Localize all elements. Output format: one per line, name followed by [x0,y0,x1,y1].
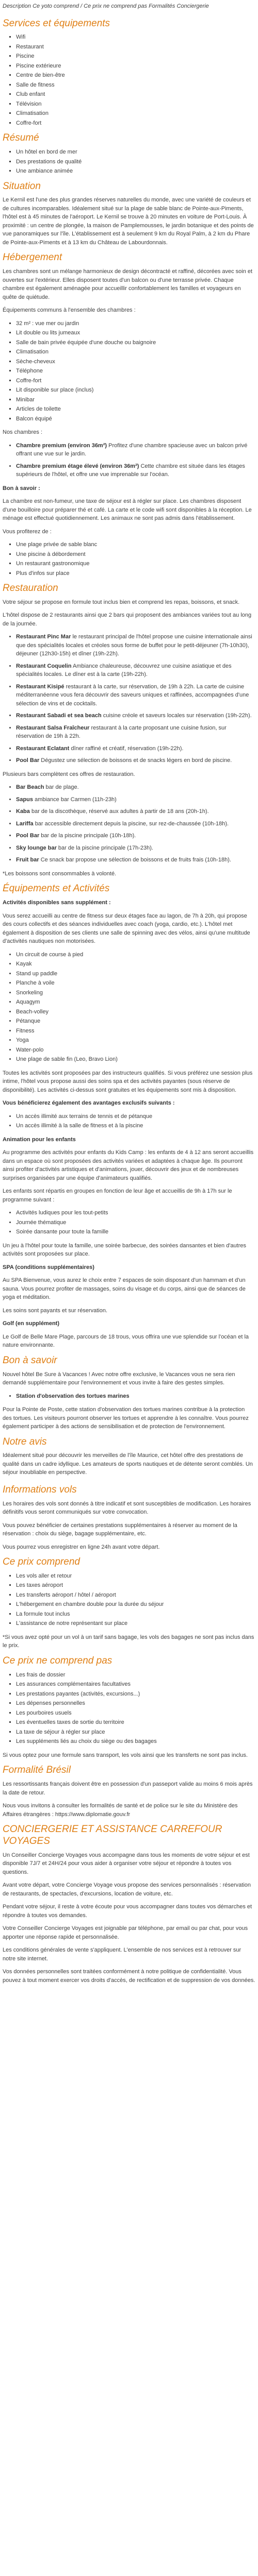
restaurant-item [16,711,255,720]
list-item: • Stand up paddle [16,970,255,978]
bar-name: Kaba [16,808,30,815]
spa-text: Au SPA Bienvenue, vous aurez le choix entre 7 espaces de soin disposant d'un hammam et d'un sauna. Vous pourrez profiter de massages, soins du visage et du corps, ainsi que de séances de yoga et méditation. [3,1277,246,1301]
bon-savoir-intro: Vous profiterez de : [3,528,52,535]
list-item: ▪ Une piscine à débordement [16,550,255,559]
list-item: ▪ Climatisation [16,109,255,118]
list-item: ▪ Club enfant [16,90,255,99]
bon-savoir-2-title: Bon à savoir [3,1354,57,1366]
list-item: • Journée thématique [16,1218,255,1227]
bar-desc: Ce snack bar propose une sélection de boissons et de fruits frais (10h-18h). [40,857,232,863]
conciergerie-text-5: Les conditions générales de vente s'appliquent. L'ensemble de nos services est à retrouver sur notre site internet. [3,1947,241,1962]
restauration-text: Votre séjour se propose en formule tout inclus bien et comprend les repas, boissons, et snack. [3,599,240,605]
bar-item [16,844,255,853]
list-item: ▪ Coffre-fort [16,119,255,128]
services-list [3,33,255,127]
conciergerie-text-3: Pendant votre séjour, il reste à votre écoute pour vous accompagner dans toutes vos démarches et répondre à toutes vos demandes. [3,1904,252,1919]
list-item: ▪ Une plage privée de sable blanc [16,540,255,549]
restaurant-desc: restaurant à la carte proposant une cuisine fusion, sur réservation de 19h à 22h. [16,724,227,740]
bar-name: Sapus [16,796,34,803]
restaurant-desc: dîner raffiné et créatif, réservation (19h-22h). [71,745,184,752]
bon-savoir-list [3,540,255,578]
informations-text-2: Vous pouvez bénéficier de certaines prestations supplémentaires à réserver au moment de la réservation : choix du siège, bagage supplémentaire, etc. [3,1522,237,1537]
services-section [3,18,255,128]
list-item: ▪ Les transferts aéroport / hôtel / aéroport [16,1591,255,1600]
restaurant-desc: Dégustez une sélection de boissons et de snacks légers en bord de piscine. [41,757,232,764]
restaurant-item [16,756,255,765]
list-item: ▪ Téléphone [16,367,255,376]
ce-prix-non-note: Si vous optez pour une formule sans transport, les vols ainsi que les transferts ne sont pas inclus. [3,1752,248,1758]
list-item: ▪ Un hôtel en bord de mer [16,148,255,157]
list-item: ▪ Les suppléments liés au choix du siège ou des bagages [16,1737,255,1746]
advantages-list [3,1112,255,1130]
restaurant-name: Restaurant Eclatant [16,745,70,752]
resume-list [3,148,255,176]
room-name: Chambre premium étage élevé (environ 36m²) [16,463,139,469]
spa-subtitle: SPA (conditions supplémentaires) [3,1264,94,1270]
bar-desc: bar de la discothèque, réservé aux adultes à partir de 18 ans (20h-1h). [31,808,209,815]
list-item: ▪ Restaurant [16,43,255,52]
bar-desc: bar de plage. [45,784,79,791]
list-item: ▪ La formule tout inclus [16,1610,255,1619]
services-title: Services et équipements [3,18,110,29]
bar-desc: bar de la piscine principale (17h-23h). [58,844,153,851]
restaurant-name: Restaurant Pinc Mar [16,634,71,640]
restaurant-name: Pool Bar [16,757,40,764]
conciergerie-title: CONCIERGERIE ET ASSISTANCE CARREFOUR VOYAGES [3,1824,222,1846]
restaurant-item [16,744,255,753]
rooms-intro: Nos chambres : [3,429,43,436]
ce-prix-section [3,1556,255,1650]
list-item: ▪ La taxe de séjour à régler sur place [16,1728,255,1737]
list-item: ▪ Salle de bain privée équipée d'une douche ou baignoire [16,338,255,347]
list-item: • Beach-volley [16,1008,255,1016]
header-line: Description Ce yoto comprend / Ce prix ne comprend pas Formalités Concierge​rie [3,3,209,9]
list-item: ▪ Coffre-fort [16,377,255,385]
list-item: • Snorkeling [16,989,255,997]
advantages-subtitle: Vous bénéficierez également des avantages exclusifs suivants : [3,1100,175,1107]
list-item: • Kayak [16,960,255,969]
list-item: ▪ Les frais de dossier [16,1671,255,1680]
list-item: ▪ Lit double ou lits jumeaux [16,329,255,337]
list-item: ▪ Des prestations de qualité [16,158,255,166]
list-item: ▪ Centre de bien-être [16,71,255,80]
list-item: • Soirée dansante pour toute la famille [16,1228,255,1236]
hebergement-title: Hébergement [3,252,62,263]
list-item: ▪ Piscine [16,52,255,61]
list-item: • Planche à voile [16,979,255,988]
list-item: • Un accès illimité aux terrains de tennis et de pétanque [16,1112,255,1121]
bars-list [3,783,255,865]
bar-desc: ambiance bar Carmen (11h-23h) [35,796,117,803]
restaurant-item [16,633,255,658]
list-item: ▪ Salle de fitness [16,81,255,90]
kids-text-2: Les enfants sont répartis en groupes en fonction de leur âge et accueillis de 9h à 17h sur le programme suivant : [3,1188,232,1203]
equipements-section [3,883,255,1349]
activities-list [3,951,255,1064]
list-item: ▪ Sèche-cheveux [16,358,255,366]
room-desc: Cette chambre est située dans les étages supérieurs de l'hôtel, et offre une vue imprenable sur l'océan. [16,463,245,478]
equipements-subtitle: Activités disponibles sans supplément : [3,900,111,906]
restauration-text-2: L'hôtel dispose de 2 restaurants ainsi que 2 bars qui proposent des ambiances variées tout au long de la journée. [3,612,252,627]
formalites-title: Formalité Brésil [3,1765,71,1776]
resume-title: Résumé [3,132,39,144]
bar-item [16,807,255,816]
situation-title: Situation [3,180,41,192]
bar-name: Pool Bar [16,833,40,839]
bar-name: Lariffa [16,820,34,827]
bar-desc: bar de la piscine principale (10h-18h). [41,833,136,839]
ce-prix-title: Ce prix comprend [3,1556,80,1568]
bon-savoir-2-list [3,1392,255,1401]
list-item: ▪ L'assistance de notre représentant sur place [16,1619,255,1628]
list-item: ▪ Les prestations payantes (activités, excursions...) [16,1690,255,1699]
golf-subtitle: Golf (en supplément) [3,1320,59,1327]
restauration-note: *Les boissons sont consommables à volonté. [3,870,117,877]
room-item [16,442,255,459]
list-item: • Pétanque [16,1017,255,1026]
list-item: ▪ Climatisation [16,348,255,357]
situation-text: Le Kernil est l'une des plus grandes réserves naturelles du monde, avec une variété de couleurs et de cultures incomparables. Idéalement situé sur la plage de sable blanc de Pointe-aux-Piments, l'hôtel est à 45 minutes de l'aéroport. Le Kernil se trouve à 20 minutes en voiture de Port-Louis. À proximité : un centre de plongée, la maison de Pamplemousses, le jardin botanique et des points de vue panoramiques sur l'île. L'établissement est à seulement 9 km du Royal Palm, à 2 km du Phare de Pointe-aux-Piments et à 13 km du Château de Labourdonnais. [3,197,254,246]
restauration-title: Restauration [3,583,58,594]
restaurant-name: Restaurant Kisipé [16,683,64,690]
bon-savoir-text: La chambre est non-fumeur, une taxe de séjour est à régler sur place. Les chambres disposent d'une bouilloire pour préparer thé et café. La carte et le code wifi sont disponibles à la réception. Le ménage est effectué quotidiennement. Les animaux ne sont pas admis dans l'établissement. [3,498,252,522]
resume-section [3,132,255,175]
formalites-section [3,1765,255,1819]
list-item: ▪ Télévision [16,100,255,109]
restaurant-desc: restaurant à la carte, sur réservation, de 19h à 22h. La carte de cuisine méditerranéenne vous fera découvrir des saveurs uniques et raffinées, accompagnées d'une sélection de vins et de cocktails. [16,683,249,707]
restaurants-list [3,633,255,765]
list-item: ▪ L'hébergement en chambre double pour la durée du séjour [16,1600,255,1609]
conciergerie-text: Un Conseiller Concierge Voyages vous accompagne dans tous les moments de votre séjour et est disponible 7J/7 et 24H/24 pour vous aider à organiser votre séjour et répondre à toutes vos questions. [3,1852,250,1875]
room-desc: Profitez d'une chambre spacieuse avec un balcon privé offrant une vue sur le jardin. [16,442,248,457]
restaurant-desc: Ambiance chaleureuse, découvrez une cuisine asiatique et des spécialités locales. Le dîner est à la carte (19h-22h). [16,663,232,678]
bar-item [16,783,255,792]
conciergerie-text-4: Votre Conseiller Concierge Voyages est joignable par téléphone, par email ou par chat, pour vous apporter une réponse rapide et personnalisée. [3,1925,248,1940]
notre-avis-section [3,1436,255,1477]
list-item: • Un circuit de course à pied [16,951,255,959]
hebergement-amenities-intro: Équipements communs à l'ensemble des chambres : [3,307,136,314]
bar-name: Fruit bar [16,857,39,863]
conciergerie-text-2: Avant votre départ, votre Concierge Voyage vous propose des services personnalisés : réservation de restaurants, de spectacles, d'excursions, location de voiture, etc. [3,1882,251,1897]
bon-savoir-2-text: Nouvel hôtel Be Sure à Vacances ! Avec notre offre exclusive, le Vacances vous ne sera rien demandé supplémentaire pour l'environnement et vous invite à faire des gestes simples. [3,1371,235,1386]
list-item: ▪ 32 m² : vue mer ou jardin [16,319,255,328]
bar-name: Sky lounge bar [16,844,57,851]
bon-savoir-heading: Bon à savoir : [3,485,40,492]
list-item: • Activités ludiques pour les tout-petits [16,1209,255,1217]
ce-prix-non-list [3,1671,255,1746]
list-item: ▪ Plus d'infos sur place [16,569,255,578]
informations-text: Les horaires des vols sont donnés à titre indicatif et sont susceptibles de modification. Les horaires définitifs vous seront communiqués sur votre convocation. [3,1500,251,1516]
list-item: ▪ Un restaurant gastronomique [16,560,255,568]
list-item: ▪ Les vols aller et retour [16,1572,255,1581]
bon-savoir-2-section [3,1355,255,1431]
restaurant-name: Restaurant Coquelin [16,663,72,669]
bon-savoir-section [3,484,255,578]
restaurant-item [16,662,255,679]
formalites-text: Les ressortissants français doivent être en possession d'un passeport valide au moins 6 mois après la date de retour. [3,1781,253,1796]
bars-intro: Plusieurs bars complètent ces offres de restauration. [3,771,135,777]
ce-prix-non-section [3,1655,255,1759]
golf-text: Le Golf de Belle Mare Plage, parcours de 18 trous, vous offrira une vue splendide sur l'océan et la nature environnante. [3,1333,249,1349]
bar-item [16,795,255,804]
restaurant-item [16,683,255,708]
informations-section [3,1484,255,1551]
list-item: • Station d'observation des tortues marines [16,1392,255,1401]
equipements-title: Équipements et Activités [3,883,110,894]
equipements-text-2: Toutes les activités sont proposées par des instructeurs qualifiés. Si vous préférez une session plus intime, l'hôtel vous propose aussi des soins spa et des activités payantes (sous réserve de disponibilité). Les activités ci-dessus sont gratuites et les équipements sont mis à disposition. [3,1070,253,1093]
informations-title: Informations vols [3,1484,77,1495]
ce-prix-note: *Si vous avez opté pour un vol à un tarif sans bagage, les vols des bagages ne sont pas inclus dans le prix. [3,1634,254,1649]
bar-item [16,856,255,865]
list-item: ▪ Lit disponible sur place (inclus) [16,386,255,395]
conciergerie-section [3,1824,255,1985]
bar-item [16,832,255,840]
list-item: • Fitness [16,1027,255,1036]
restaurant-item [16,724,255,741]
list-item: ▪ Les assurances complémentaires facultatives [16,1680,255,1689]
list-item: • Yoga [16,1036,255,1045]
list-item: ▪ Les taxes aéroport [16,1581,255,1590]
bar-item [16,820,255,828]
kids-text-3: Un jeu à l'hôtel pour toute la famille, une soirée barbecue, des soirées dansantes et bien d'autres activités sont proposées sur place. [3,1242,246,1258]
amenities-list [3,319,255,423]
list-item: • Un accès illimité à la salle de fitness et à la piscine [16,1122,255,1130]
list-item: ▪ Une ambiance animée [16,167,255,176]
informations-text-3: Vous pourrez vous enregistrer en ligne 24h avant votre départ. [3,1544,160,1550]
restaurant-name: Restaurant Salsa Fraîcheur [16,724,90,731]
list-item: • Water-polo [16,1046,255,1055]
bar-name: Bar Beach [16,784,44,791]
rooms-list [3,442,255,479]
list-item: ▪ Balcon équipé [16,415,255,423]
list-item: ▪ Les éventuelles taxes de sortie du territoire [16,1718,255,1727]
list-item: • Une plage de sable fin (Leo, Bravo Lion) [16,1055,255,1064]
ce-prix-list [3,1572,255,1628]
notre-avis-title: Notre avis [3,1436,47,1447]
restaurant-desc: le restaurant principal de l'hôtel propose une cuisine internationale ainsi que des spécialités locales et créoles sous forme de buffet pour le petit-déjeuner (7h-10h30), déjeuner (12h30-15h) et dîner (19h-22h). [16,634,252,657]
list-item: ▪ Wifi [16,33,255,42]
kids-subtitle: Animation pour les enfants [3,1136,76,1143]
ce-prix-non-title: Ce prix ne comprend pas [3,1655,112,1666]
situation-section [3,181,255,247]
kids-text: Au programme des activités pour enfants du Kids Camp : les enfants de 4 à 12 ans seront accueillis dans un espace où sont proposées des activités variées et adaptées à chaque âge. Ils pourront ainsi profiter d'activités artistiques et d'animations, jouer, découvrir des jeux et de nombreuses surprises organisées par une équipe d'animateurs qualifiés. [3,1149,254,1181]
formalites-text-2: Nous vous invitons à consulter les formalités de santé et de police sur le site du Ministère des Affaires étrangères : https://www.diplomatie.gouv.fr [3,1803,238,1818]
restauration-section [3,583,255,878]
list-item: ▪ Les pourboires usuels [16,1709,255,1718]
list-item: ▪ Piscine extérieure [16,62,255,71]
list-item: • Aquagym [16,998,255,1007]
room-item [16,462,255,479]
list-item: ▪ Les dépenses personnelles [16,1699,255,1708]
bon-savoir-2-text-2: Pour la Pointe de Poste, cette station d'observation des tortues marines contribue à la protection des tortues. Les visiteurs pourront observer les tortues et apprendre à les connaître. Vous pourrez également participer à des actions de sensibilisation et de protection de l'environnement. [3,1406,249,1430]
room-name: Chambre premium (environ 36m²) [16,442,107,449]
list-item: ▪ Minibar [16,396,255,404]
hebergement-section [3,252,255,479]
equipements-text: Vous serez accueilli au centre de fitness sur deux étages face au lagon, de 7h à 20h, qui propose des cours collectifs et des séances individuelles avec coach (yoga, cardio, etc.). L'hôtel met également à disposition de ses clients une salle de spinning avec des vélos, ainsi qu'une multitude d'activités nautiques non motorisées. [3,912,250,945]
notre-avis-text: Idéalement situé pour découvrir les merveilles de l'île Maurice, cet hôtel offre des prestations de qualité dans un cadre idyllique. Les amateurs de sports nautiques et de détente seront comblés. Un séjour inoubliable en perspective. [3,1452,253,1476]
list-item: ▪ Articles de toilette [16,405,255,414]
restaurant-desc: cuisine créole et saveurs locales sur réservation (19h-22h). [103,713,252,719]
restaurant-name: Restaurant Sabadi et sea beach [16,713,102,719]
kids-list [3,1209,255,1236]
spa-text-2: Les soins sont payants et sur réservation. [3,1307,107,1314]
bar-desc: bar accessible directement depuis la piscine, sur rez-de-chaussée (10h-18h). [35,820,229,827]
hebergement-text: Les chambres sont un mélange harmonieux de design décontracté et raffiné, décorées avec soin et ouvertes sur l'extérieur. Elles disposent toutes d'un balcon ou d'une terrasse privée. Chaque chambre est également aménagée pour accueillir confortablement les familles et voyageurs en quête de quiétude. [3,268,253,300]
conciergerie-text-6: Vos données personnelles sont traitées conformément à notre politique de confidentialité. Vous pouvez à tout moment exercer vos droits d'accès, de rectification et de suppression de vos données. [3,1969,255,1984]
